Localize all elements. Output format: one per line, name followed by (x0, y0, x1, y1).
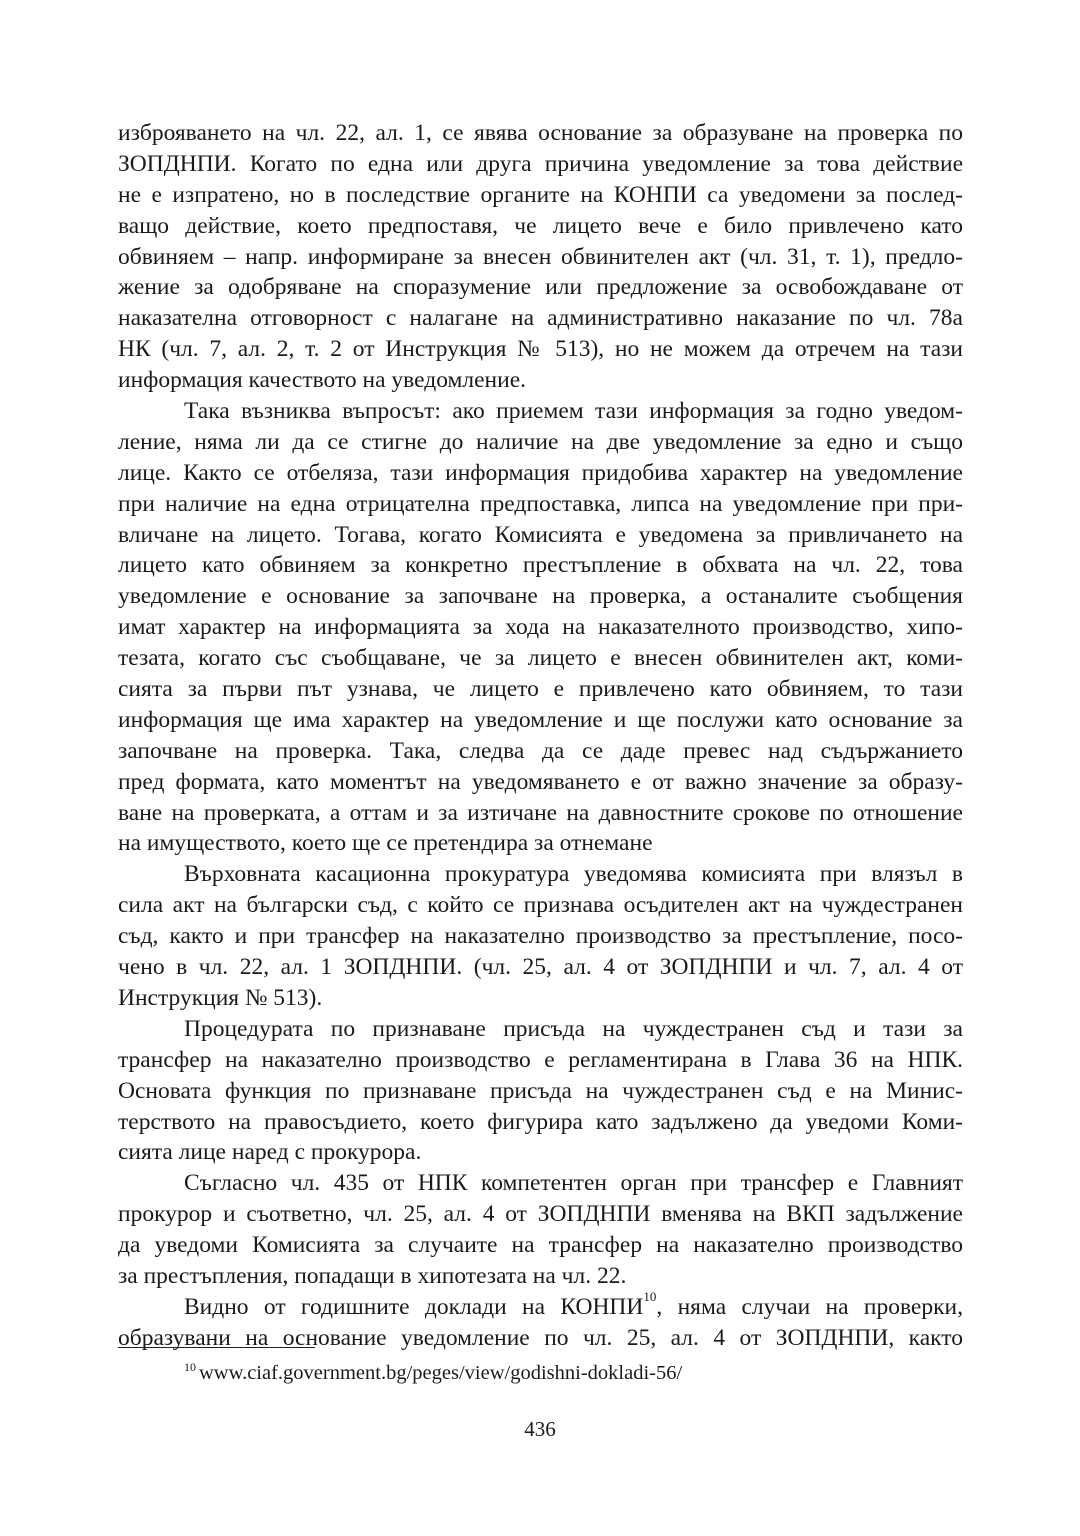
text-line: информация ще има характер на уведомление и ще послужи като основание за (118, 706, 963, 733)
text-line: на имуществото, което ще се претендира за отнемане (118, 830, 653, 857)
footnote-number: 10 (184, 1360, 196, 1374)
paragraph-1 (118, 118, 963, 396)
text-line: изброяването на чл. 22, ал. 1, се явява основание за образуване на проверка по (118, 120, 963, 146)
text-line: Инструкция № 513). (118, 984, 323, 1011)
paragraph-3 (118, 859, 963, 1013)
text-line: за престъпления, попадащи в хипотезата на чл. 22. (118, 1262, 627, 1289)
text-line: сила акт на български съд, с който се признава осъдителен акт на чуждестранен (118, 892, 963, 919)
text-line: уведомление е основание за започване на проверка, а останалите съобщения (118, 583, 963, 610)
text-line: трансфер на наказателно производство е регламентирана в Глава 36 на НПК. (118, 1046, 963, 1073)
text-line: не е изпратено, но в последствие органите на КОНПИ са уведомени за послед- (118, 181, 963, 208)
body-text (118, 118, 963, 1354)
text-fragment: , няма случаи на проверки, (656, 1293, 963, 1320)
text-line: Върховната касационна прокуратура уведомява комисията при влязъл в (184, 861, 963, 888)
text-line: прокурор и съответно, чл. 25, ал. 4 от ЗОПДНПИ вменява на ВКП задължение (118, 1201, 963, 1228)
footnote (184, 1360, 682, 1386)
page-number: 436 (524, 1417, 556, 1441)
text-line: тезата, когато със съобщаване, че за лицето е внесен обвинителен акт, коми- (118, 645, 963, 672)
paragraph-5 (118, 1168, 963, 1292)
text-line: лице. Както се отбеляза, тази информация придобива характер на уведомление (118, 459, 963, 486)
text-line: да уведоми Комисията за случаите на трансфер на наказателно производство (118, 1232, 963, 1259)
text-line: имат характер на информацията за хода на наказателното производство, хипо- (118, 614, 963, 641)
text-line: при наличие на една отрицателна предпоставка, липса на уведомление при при- (118, 490, 963, 517)
text-line: вличане на лицето. Тогава, когато Комисията е уведомена за привличането на (118, 521, 963, 548)
text-line: сията лице наред с прокурора. (118, 1139, 422, 1166)
footnote-separator (118, 1347, 315, 1348)
text-line: НК (чл. 7, ал. 2, т. 2 от Инструкция № 513), но не можем да отречем на тази (118, 336, 963, 363)
text-line: ление, няма ли да се стигне до наличие на две уведомление за едно и също (118, 428, 963, 455)
text-line: съд, както и при трансфер на наказателно производство за престъпление, посо- (118, 923, 963, 950)
text-line: Основата функция по признаване присъда на чуждестранен съд е на Минис- (118, 1077, 963, 1104)
text-line: започване на проверка. Така, следва да се даде превес над съдържанието (118, 737, 963, 764)
text-line: Така възниква въпросът: ако приемем тази информация за годно уведом- (184, 398, 963, 425)
text-line: сията за първи път узнава, че лицето е привлечено като обвиняем, то тази (118, 676, 963, 703)
text-line: пред формата, като моментът на уведомяването е от важно значение за образу- (118, 768, 963, 795)
text-line: терството на правосъдието, което фигурира като задължено да уведоми Коми- (118, 1108, 963, 1135)
text-line: Съгласно чл. 435 от НПК компетентен орган при трансфер е Главният (184, 1170, 963, 1197)
text-line: Процедурата по признаване присъда на чуждестранен съд и тази за (184, 1015, 963, 1042)
paragraph-6 (118, 1288, 963, 1354)
text-line: лицето като обвиняем за конкретно престъпление в обхвата на чл. 22, това (118, 552, 963, 579)
text-line: информация качеството на уведомление. (118, 367, 527, 394)
text-line: ЗОПДНПИ. Когато по една или друга причина уведомление за това действие (118, 150, 963, 177)
paragraph-2 (118, 396, 963, 859)
text-line: ващо действие, което предпоставя, че лицето вече е било привлечено като (118, 212, 963, 239)
text-line: чено в чл. 22, ал. 1 ЗОПДНПИ. (чл. 25, ал. 4 от ЗОПДНПИ и чл. 7, ал. 4 от (118, 954, 963, 981)
text-line (118, 1288, 963, 1323)
text-line: наказателна отговорност с налагане на административно наказание по чл. 78а (118, 305, 963, 332)
footnote-reference[interactable]: 10 (643, 1288, 657, 1304)
paragraph-4 (118, 1014, 963, 1168)
text-line: обвиняем – напр. информиране за внесен обвинителен акт (чл. 31, т. 1), предло- (118, 243, 963, 270)
text-line: образувани на основание уведомление по чл. 25, ал. 4 от ЗОПДНПИ, както (118, 1324, 963, 1351)
footnote-link[interactable]: www.ciaf.government.bg/peges/view/godishni-dokladi-56/ (199, 1362, 683, 1384)
text-line: жение за одобряване на споразумение или предложение за освобождаване от (118, 274, 963, 301)
text-line: ване на проверката, а оттам и за изтичане на давностните срокове по отношение (118, 799, 963, 826)
text-fragment: Видно от годишните доклади на КОНПИ (184, 1293, 644, 1320)
